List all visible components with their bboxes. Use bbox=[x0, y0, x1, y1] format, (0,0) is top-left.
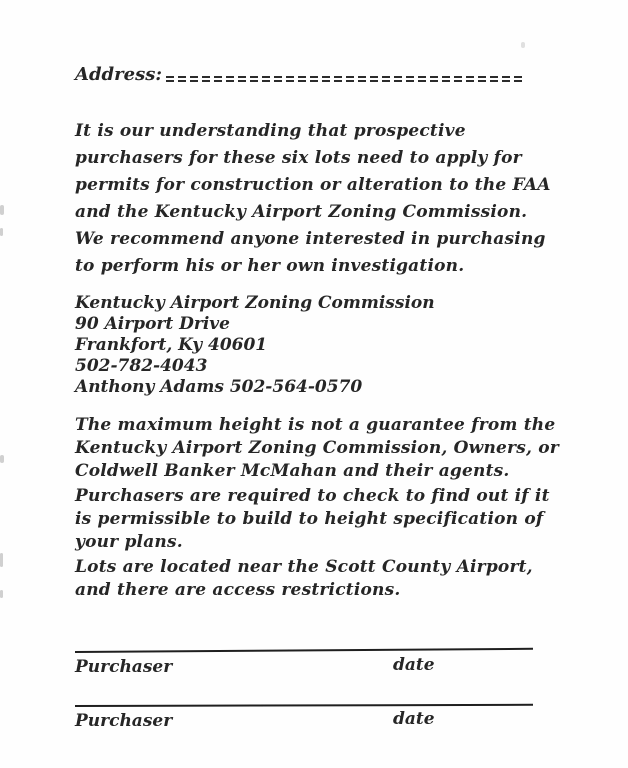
contact-person-phone: Anthony Adams 502-564-0570 bbox=[75, 377, 363, 397]
contact-city-state-zip: Frankfort, Ky 40601 bbox=[75, 335, 268, 355]
purchaser-label: Purchaser bbox=[75, 657, 173, 677]
paragraph-understanding: It is our understanding that prospective purchasers for these six lots need to apply for permits for construction or alteration to the FAA and the Kentucky Airport Zoning Commission. We recommend anyone interested in purchasing to perform his or her own investigation. bbox=[75, 121, 551, 276]
date-label: date bbox=[393, 655, 435, 675]
contact-block bbox=[75, 293, 573, 398]
paragraph-max-height: The maximum height is not a guarantee from the Kentucky Airport Zoning Commission, Owners, or Coldwell Banker McMahan and their agents. bbox=[75, 415, 559, 481]
paragraph-lots-location: Lots are located near the Scott County Airport, and there are access restrictions. bbox=[75, 557, 533, 600]
signature-labels-row bbox=[75, 653, 573, 679]
signature-labels-row bbox=[75, 707, 573, 733]
contact-street: 90 Airport Drive bbox=[75, 314, 230, 334]
address-field-row bbox=[75, 62, 525, 86]
date-label: date bbox=[393, 709, 435, 729]
signature-section bbox=[75, 651, 573, 733]
contact-phone: 502-782-4043 bbox=[75, 356, 208, 376]
signature-block-2 bbox=[75, 705, 573, 733]
paragraph-purchasers-check: Purchasers are required to check to find out if it is permissible to build to height specification of your plans. bbox=[75, 486, 550, 552]
address-label: Address: bbox=[75, 64, 162, 85]
purchaser-label: Purchaser bbox=[75, 711, 173, 731]
address-blank-line bbox=[166, 76, 525, 83]
signature-block-1 bbox=[75, 651, 573, 679]
contact-org-name: Kentucky Airport Zoning Commission bbox=[75, 293, 435, 313]
